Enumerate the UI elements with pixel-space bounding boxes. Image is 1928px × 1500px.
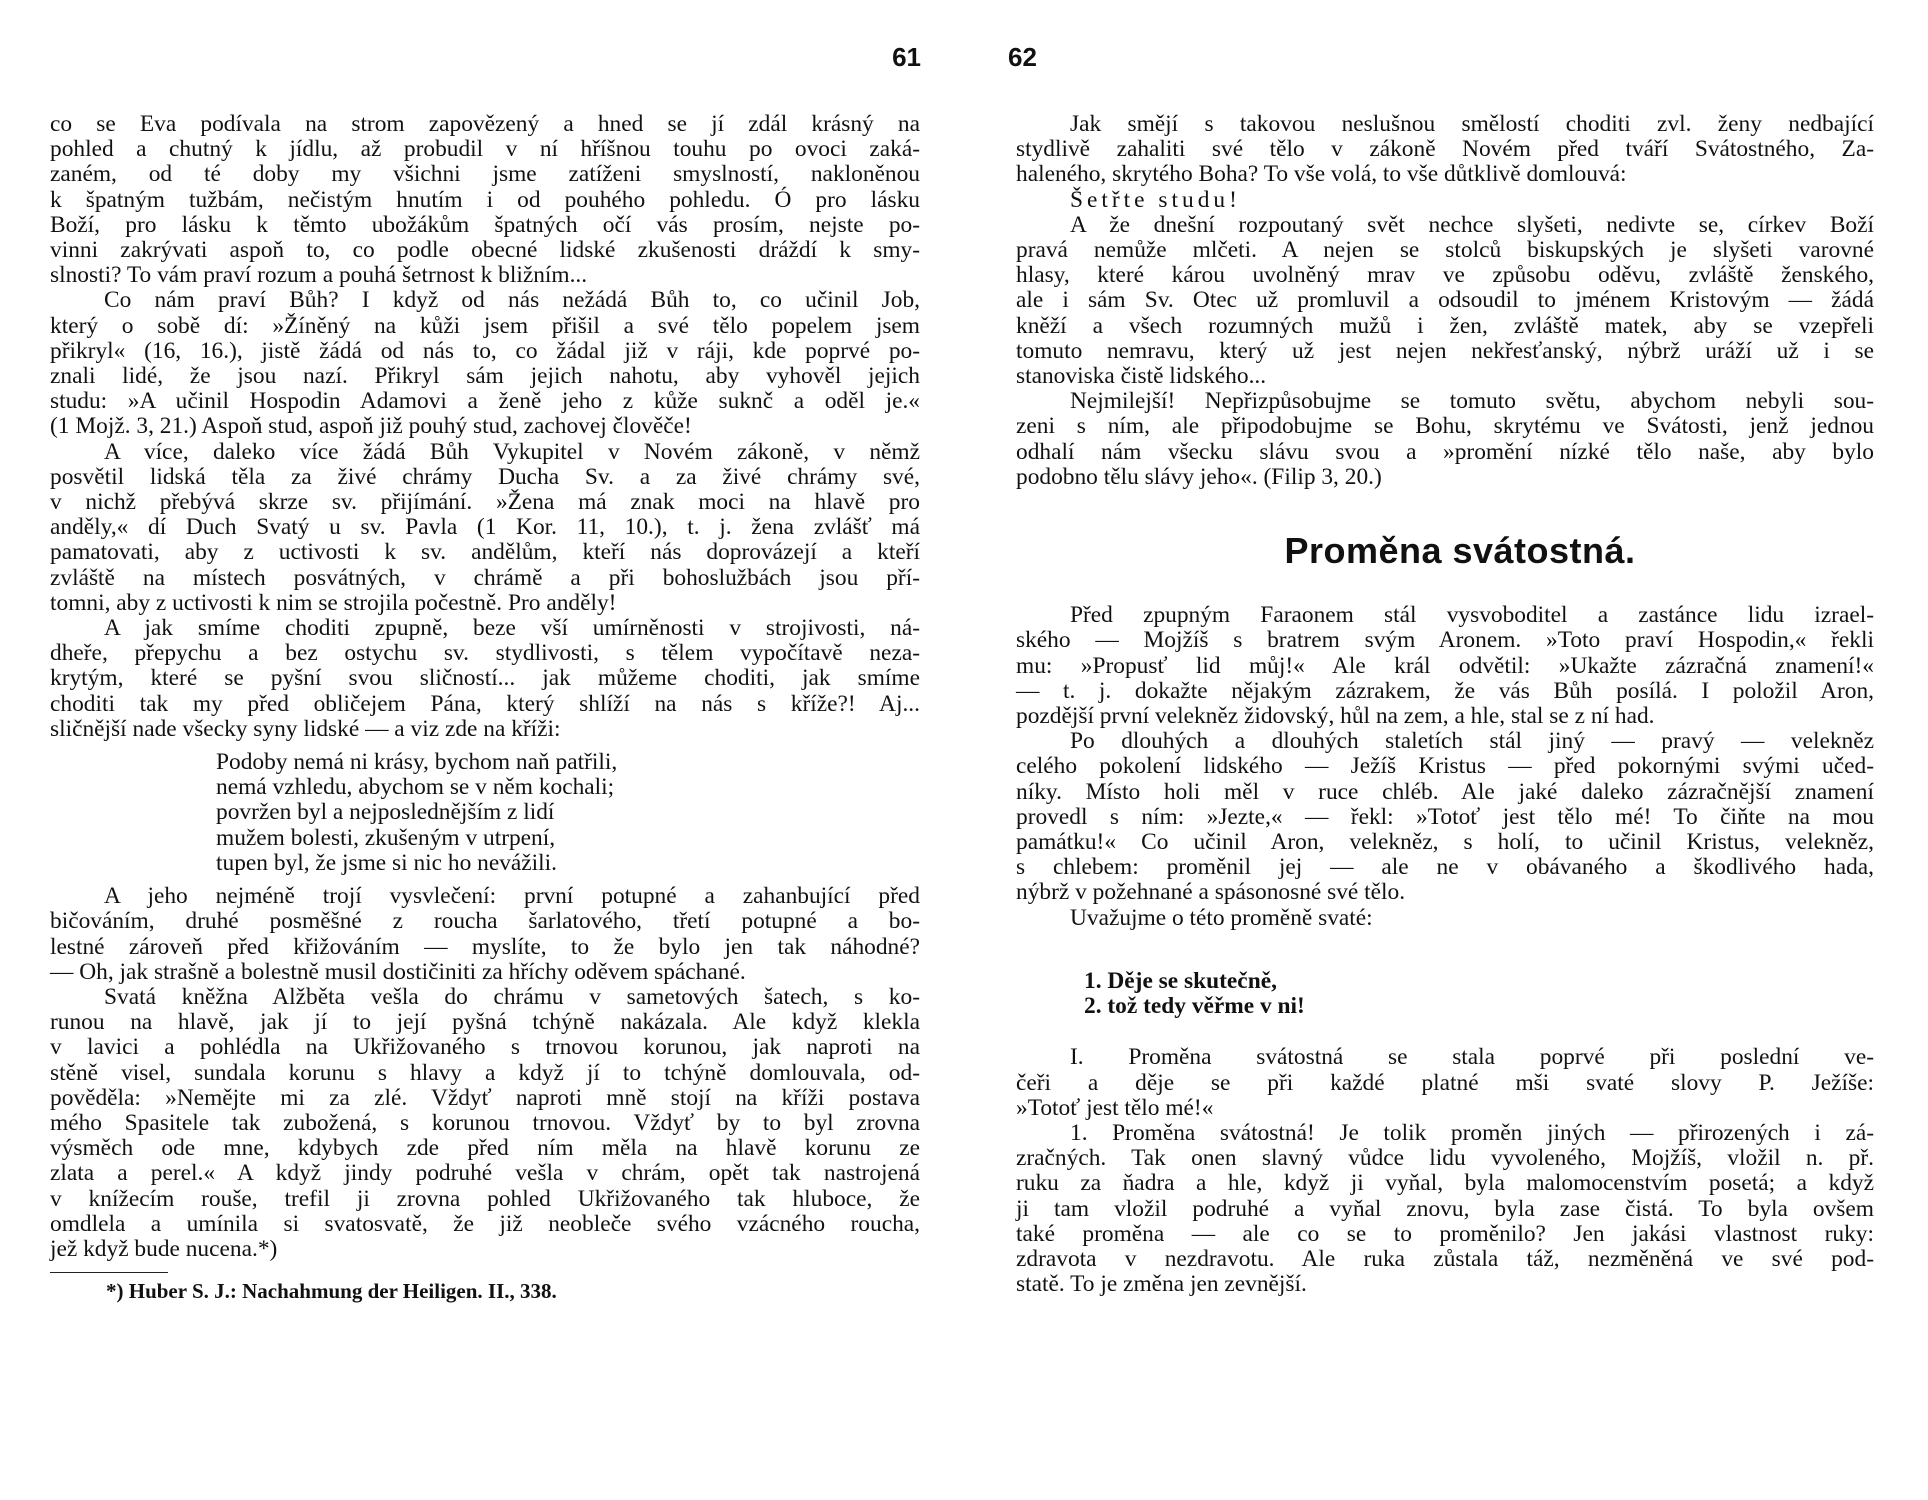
text-line: Jak smějí s takovou neslušnou smělostí choditi zvl. ženy nedbající (1070, 111, 1874, 137)
text-line: pamatovati, aby z uctivosti k sv. andělům, kteří nás doprovázejí a kteří (50, 539, 920, 566)
text-line: výsměch ode mne, kdybych zde před ním měla na hlavě korunu ze (50, 1135, 920, 1162)
point-item: 1. Děje se skutečně, (1084, 967, 1277, 994)
verse-line: mužem bolesti, zkušeným v utrpení, (216, 824, 556, 851)
text-line: zaném, od té doby my všichni jsme zatíženi smyslností, nakloněnou (50, 161, 920, 188)
text-line: — t. j. dokažte nějakým zázrakem, že vás Bůh posílá. I položil Aron, (1016, 677, 1874, 704)
verse-line: nemá vzhledu, abychom se v něm kochali; (216, 774, 615, 801)
text-line: I. Proměna svátostná se stala poprvé při poslední ve- (1070, 1044, 1874, 1071)
text-line: Co nám praví Bůh? I když od nás nežádá Bůh to, co učinil Job, (104, 287, 920, 314)
page-number-right: 62 (1008, 42, 1037, 72)
text-line: k špatným tužbám, nečistým hnutím i od pouhého pohledu. Ó pro lásku (50, 186, 920, 213)
text-line: kněží a všech rozumných mužů i žen, zvláště matek, aby se vzepřeli (1016, 312, 1874, 339)
text-line: studu: »A učinil Hospodin Adamovi a ženě jeho z kůže suknč a oděl je.« (50, 388, 920, 415)
verse-line: tupen byl, že jsme si nic ho nevážili. (216, 849, 558, 876)
text-line: s chlebem: proměnil jej — ale ne v obávaného a škodlivého hada, (1016, 854, 1874, 881)
text-line: mého Spasitele tak zubožená, s korunou trnovou. Vždyť by to byl zrovna (50, 1109, 920, 1136)
text-line: Uvažujme o této proměně svaté: (1070, 904, 1373, 931)
text-line: slnosti? To vám praví rozum a pouhá šetrnost k bližním... (50, 262, 588, 289)
text-line: čeři a děje se při každé platné mši svaté slovy P. Ježíše: (1016, 1069, 1874, 1096)
text-line: choditi tak my před obličejem Pána, který shlíží na nás s kříže?! Aj... (50, 690, 920, 717)
text-line: celého pokolení lidského — Ježíš Kristus — před pokornými svými učed- (1016, 753, 1874, 780)
text-line: podobno tělu slávy jeho«. (Filip 3, 20.) (1016, 463, 1382, 490)
footnote: *) Huber S. J.: Nachahmung der Heiligen. II., 338. (106, 1279, 557, 1304)
text-line: hlasy, které károu uvolněný mrav ve způsobu oděvu, zvláště ženského, (1016, 262, 1874, 289)
text-line: haleného, skrytého Boha? To vše volá, to vše důtklivě domlouvá: (1016, 161, 1627, 188)
text-line: pohled a chutný k jídlu, až probudil v ní hříšnou touhu po ovoci zaká- (50, 136, 920, 163)
text-line: Šetřte studu! (1070, 186, 1241, 213)
text-line: mu: »Propusť lid můj!« Ale král odvětil: »Ukažte zázračná znamení!« (1016, 652, 1874, 679)
text-line: památku!« Co učinil Aron, velekněz, s holí, to učinil Kristus, velekněz, (1016, 829, 1874, 856)
text-line: zeni s ním, ale připodobujme se Bohu, skrytému ve Svátosti, jenž jednou (1016, 413, 1874, 440)
text-line: Před zpupným Faraonem stál vysvoboditel a zastánce lidu izrael- (1070, 602, 1874, 629)
text-line: runou na hlavě, jak jí to její pyšná tchýně nakázala. Ale když klekla (50, 1009, 920, 1036)
point-item: 2. tož tedy věřme v ni! (1084, 993, 1305, 1020)
text-line: pozdější první velekněz židovský, hůl na zem, a hle, stal se z ní had. (1016, 703, 1655, 730)
text-line: 1. Proměna svátostná! Je tolik proměn jiných — přirozených i zá- (1070, 1119, 1874, 1146)
text-line: provedl s ním: »Jezte,« — řekl: »Totoť jest tělo mé! To čiňte na mou (1016, 803, 1874, 830)
right-page-text (1016, 112, 1874, 1297)
text-line: anděly,« dí Duch Svatý u sv. Pavla (1 Kor. 11, 10.), t. j. žena zvlášť má (50, 514, 920, 541)
text-line: tomuto nemravu, který už jest nejen nekřesťanský, nýbrž uráží už i se (1016, 337, 1874, 364)
text-line: A více, daleko více žádá Bůh Vykupitel v Novém zákoně, v němž (104, 438, 920, 465)
verse-line: Podoby nemá ni krásy, bychom naň patřili, (216, 749, 618, 776)
text-line: bičováním, druhé posměšné z roucha šarlatového, třetí potupné a bo- (50, 908, 920, 935)
text-line: pověděla: »Nemějte mi za zlé. Vždyť naproti mně stojí na kříži postava (50, 1084, 920, 1111)
right-page (964, 0, 1928, 1500)
text-line: A jeho nejméně trojí vysvlečení: první potupné a zahanbující před (104, 883, 920, 910)
text-line: ji tam vložil podruhé a vyňal znovu, byla zase čistá. To byla ovšem (1016, 1195, 1874, 1222)
text-line: nýbrž v požehnané a spásonosné své tělo. (1016, 879, 1406, 906)
text-line: zvláště na místech posvátných, v chrámě a při bohoslužbách jsou pří- (50, 564, 920, 591)
verse-line: povržen byl a nejposlednějším z lidí (216, 799, 555, 826)
text-line: sličnější nade všecky syny lidské — a viz zde na kříži: (50, 715, 561, 742)
footnote-divider (50, 1272, 168, 1273)
text-line: Po dlouhých a dlouhých staletích stál jiný — pravý — velekněz (1070, 728, 1874, 755)
text-line: tomni, aby z uctivosti k nim se strojila počestně. Pro anděly! (50, 589, 617, 616)
text-line: ruku za ňadra a hle, když ji vyňal, byla malomocenstvím posetá; a když (1016, 1170, 1874, 1197)
text-line: vinni zakrývati aspoň to, co podle obecné lidské zkušenosti dráždí k smy- (50, 237, 920, 264)
text-line: Boží, pro lásku k těmto ubožákům špatných očí vás prosím, nejste po- (50, 211, 920, 238)
text-line: co se Eva podívala na strom zapovězený a hned se jí zdál krásný na (50, 111, 920, 137)
text-line: lestné zároveň před křižováním — myslíte, to že bylo jen tak náhodné? (50, 933, 920, 960)
text-line: dheře, přepychu a bez ostychu sv. stydlivosti, s tělem vypočítavě neza- (50, 640, 920, 667)
text-line: krytým, které se pyšní svou sličností... jak můžeme choditi, jak smíme (50, 665, 920, 692)
text-line: přikryl« (16, 16.), jistě žádá od nás to, co žádal již v ráji, kde poprvé po- (50, 337, 920, 364)
text-line: »Totoť jest tělo mé!« (1016, 1094, 1214, 1121)
text-line: znali lidé, že jsou nazí. Přikryl sám jejich nahotu, aby vyhověl jejich (50, 363, 920, 390)
text-line: A jak smíme choditi zpupně, beze vší umírněnosti v strojivosti, ná- (104, 615, 920, 642)
text-line: — Oh, jak strašně a bolestně musil dostičiniti za hříchy oděvem spáchané. (50, 958, 746, 985)
text-line: statě. To je změna jen zevnější. (1016, 1271, 1307, 1298)
text-line: (1 Mojž. 3, 21.) Aspoň stud, aspoň již pouhý stud, zachovej člověče! (50, 413, 692, 440)
text-line: odhalí nám všecku slávu svou a »promění nízké tělo naše, aby bylo (1016, 438, 1874, 465)
left-page-text (50, 112, 920, 1304)
text-line: zlata a perel.« A když jindy podruhé vešla v chrám, opět tak nastrojená (50, 1160, 920, 1187)
text-line: stěně visel, sundala korunu s hlavy a když jí to tchýně domlouvala, od- (50, 1059, 920, 1086)
text-line: Nejmilejší! Nepřizpůsobujme se tomuto světu, abychom nebyli sou- (1070, 388, 1874, 415)
text-line: také proměna — ale co se to proměnilo? Jen jakási vlastnost ruky: (1016, 1220, 1874, 1247)
text-line: pravá nemůže mlčeti. A nejen se stolců biskupských je slyšeti varovné (1016, 237, 1874, 264)
text-line: A že dnešní rozpoutaný svět nechce slyšeti, nedivte se, církev Boží (1070, 211, 1874, 238)
text-line: ale i sám Sv. Otec už promluvil a odsoudil to jménem Kristovým — žádá (1016, 287, 1874, 314)
text-line: Svatá kněžna Alžběta vešla do chrámu v sametových šatech, s ko- (104, 983, 920, 1010)
text-line: posvětil lidská těla za živé chrámy Ducha Sv. a za živé chrámy své, (50, 463, 920, 490)
text-line: níky. Místo holi měl v ruce chléb. Ale jaké daleko zázračnější znamení (1016, 778, 1874, 805)
text-line: zračných. Tak onen slavný vůdce lidu vyvoleného, Mojžíš, vložil n. př. (1016, 1145, 1874, 1172)
text-line: zdravota v nezdravotu. Ale ruka zůstala táž, nezměněná ve své pod- (1016, 1245, 1874, 1272)
text-line: který o sobě dí: »Žíněný na kůži jsem přišil a své tělo popelem jsem (50, 312, 920, 339)
text-line: jež když bude nucena.*) (50, 1235, 278, 1262)
text-line: v lavici a pohlédla na Ukřižovaného s trnovou korunou, jak naproti na (50, 1034, 920, 1061)
text-line: v knížecím rouše, trefil ji zrovna pohled Ukřižovaného tak hluboce, že (50, 1185, 920, 1212)
text-line: stanoviska čistě lidského... (1016, 363, 1267, 390)
text-line: v nichž přebývá skrze sv. přijímání. »Žena má znak moci na hlavě pro (50, 489, 920, 516)
section-heading: Proměna svátostná. (1284, 530, 1636, 572)
text-line: stydlivě zahaliti své tělo v zákoně Novém před tváří Svátostného, Za- (1016, 136, 1874, 163)
text-line: ského — Mojžíš s bratrem svým Aronem. »Toto praví Hospodin,« řekli (1016, 627, 1874, 654)
page-number-left: 61 (892, 42, 921, 72)
text-line: omdlela a umínila si svatosvatě, že již neobleče svého vzácného roucha, (50, 1210, 920, 1237)
